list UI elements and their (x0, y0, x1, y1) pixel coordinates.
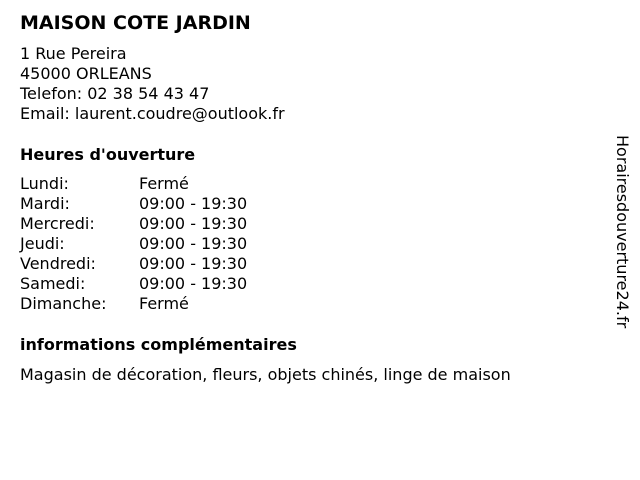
phone-number: Telefon: 02 38 54 43 47 (20, 84, 210, 103)
day-label: Jeudi: (20, 234, 65, 253)
day-label: Mardi: (20, 194, 70, 213)
hours-value: 09:00 - 19:30 (139, 254, 248, 273)
hours-value: 09:00 - 19:30 (139, 214, 248, 233)
hours-row-wednesday (20, 214, 320, 234)
hours-row-friday (20, 254, 320, 274)
day-label: Dimanche: (20, 294, 107, 313)
address-city: 45000 ORLEANS (20, 64, 152, 83)
hours-row-tuesday (20, 194, 320, 214)
day-label: Vendredi: (20, 254, 96, 273)
additional-info-heading: informations complémentaires (20, 335, 297, 354)
opening-hours-heading: Heures d'ouverture (20, 145, 196, 164)
hours-row-sunday (20, 294, 320, 314)
page-title: MAISON COTE JARDIN (20, 12, 251, 34)
hours-value: 09:00 - 19:30 (139, 194, 248, 213)
hours-row-saturday (20, 274, 320, 294)
hours-value: Fermé (139, 174, 189, 193)
hours-row-monday (20, 174, 320, 194)
day-label: Mercredi: (20, 214, 95, 233)
day-label: Samedi: (20, 274, 86, 293)
store-description: Magasin de décoration, fleurs, objets chinés, linge de maison (20, 365, 511, 384)
address-street: 1 Rue Pereira (20, 44, 127, 63)
hours-row-thursday (20, 234, 320, 254)
hours-value: Fermé (139, 294, 189, 313)
hours-value: 09:00 - 19:30 (139, 234, 248, 253)
hours-value: 09:00 - 19:30 (139, 274, 248, 293)
site-watermark: Horairesdouverture24.fr (613, 135, 632, 329)
email-address: Email: laurent.coudre@outlook.fr (20, 104, 285, 123)
day-label: Lundi: (20, 174, 69, 193)
store-address (20, 44, 285, 124)
opening-hours-table (20, 174, 320, 314)
